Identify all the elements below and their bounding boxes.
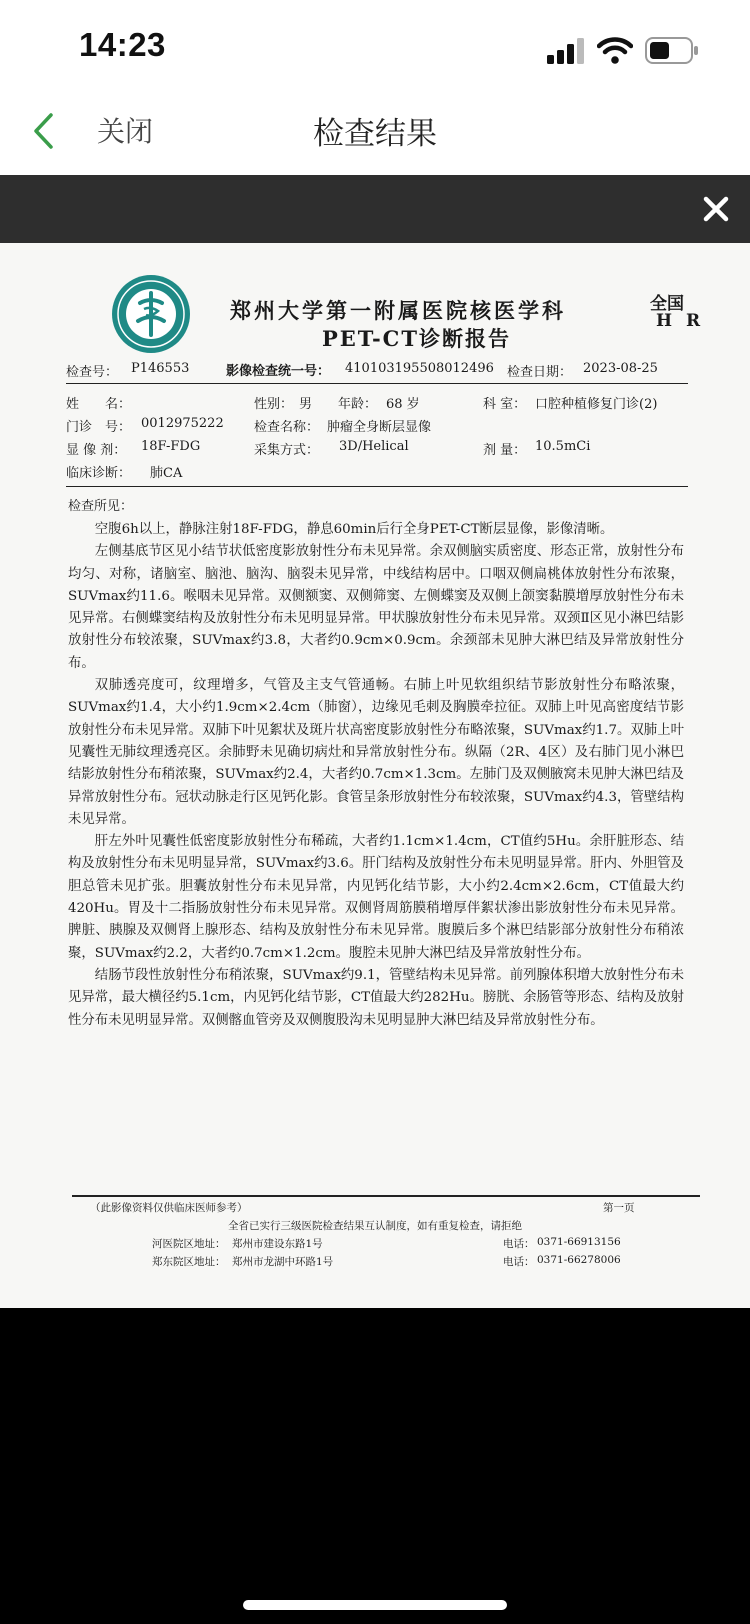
clinic-no: 0012975222 [141, 416, 224, 431]
home-indicator[interactable] [243, 1600, 507, 1610]
dose-label: 剂 量： [483, 443, 527, 458]
image-id: 410103195508012496 [345, 361, 494, 376]
findings-paragraph: 空腹6h以上，静脉注射18F-FDG，静息60min后行全身PET-CT断层显像，影像清晰。 [94, 522, 614, 537]
agent-label: 显 像 剂： [66, 443, 127, 458]
name-label: 姓 名： [66, 397, 132, 412]
footer-mutual-recognition: 全省已实行三级医院检查结果互认制度，如有重复检查，请拒绝 [228, 1220, 522, 1232]
national-badge-line2: H R [656, 311, 705, 331]
battery-icon [645, 37, 699, 64]
method-value: 3D/Helical [339, 439, 409, 454]
dept-value: 口腔种植修复门诊(2) [535, 397, 658, 412]
status-bar [0, 0, 750, 95]
footer-tel1-label: 电话： [503, 1238, 535, 1250]
footer-tel2: 0371-66278006 [537, 1254, 621, 1266]
hospital-logo [110, 273, 192, 355]
report-document [0, 243, 750, 1308]
agent-value: 18F-FDG [141, 439, 201, 454]
exam-date: 2023-08-25 [583, 361, 658, 376]
status-time: 14:23 [79, 26, 166, 63]
page-title: 检查结果 [313, 116, 437, 152]
close-button[interactable]: 关闭 [97, 115, 154, 148]
findings-body [68, 519, 684, 1032]
dept-label: 科 室： [483, 397, 527, 412]
findings-paragraph: 左侧基底节区见小结节状低密度影放射性分布未见异常。余双侧脑实质密度、形态正常，放射性分布均匀、对称，诸脑室、脑池、脑沟、脑裂未见异常，中线结构居中。口咽双侧扁桃体放射性分布浓聚，SUVmax约11.6。喉咽未见异常。双侧额窦、双侧筛窦、左侧蝶窦及双侧上颌窦黏膜增厚放射性分布未见异常。右侧蝶窦结构及放射性分布未见明显异常。甲状腺放射性分布未见异常。双颈Ⅱ区见小淋巴结影放射性分布较浓聚，SUVmax约3.8，大者约0.9cm×0.9cm。余颈部未见肿大淋巴结及异常放射性分布。 [68, 544, 684, 671]
sex-value: 男 [299, 397, 313, 412]
image-id-label: 影像检查统一号： [226, 364, 331, 379]
method-label: 采集方式： [254, 443, 320, 458]
national-badge-line1: 全国 [650, 294, 684, 314]
cellular-signal-icon [547, 38, 587, 64]
footer-address2: 郑州市龙湖中环路1号 [232, 1256, 334, 1268]
wifi-icon [597, 36, 633, 64]
exam-no: P146553 [131, 361, 190, 376]
exam-no-label: 检查号： [66, 365, 119, 380]
footer-tel2-label: 电话： [503, 1256, 535, 1268]
age-value: 68 岁 [386, 397, 420, 412]
footer-address1-label: 河医院区地址： [152, 1238, 226, 1250]
footer-address2-label: 郑东院区地址： [152, 1256, 226, 1268]
footer-note: （此影像资料仅供临床医师参考） [90, 1202, 248, 1214]
findings-paragraph: 结肠节段性放射性分布稍浓聚，SUVmax约9.1，管壁结构未见异常。前列腺体积增大放射性分布未见异常，最大横径约5.1cm，内见钙化结节影，CT值最大约282Hu。膀胱、余肠管等形态、结构及放射性分布未见明显异常。双侧髂血管旁及双侧腹股沟未见明显肿大淋巴结及异常放射性分布。 [68, 967, 684, 1028]
dose-value: 10.5mCi [535, 439, 591, 454]
close-x-icon[interactable] [701, 194, 731, 224]
viewer-background [0, 1308, 750, 1624]
clinic-no-label: 门诊 号： [66, 420, 132, 435]
findings-paragraph: 双肺透亮度可，纹理增多，气管及主支气管通畅。右肺上叶见软组织结节影放射性分布略浓聚，SUVmax约1.4，大小约1.9cm×2.4cm（肺窗），边缘见毛刺及胸膜牵拉征。双肺上叶见高密度结节影放射性分布未见异常。双肺下叶见絮状及斑片状高密度影放射性分布略浓聚，SUVmax约1.7。双肺上叶见囊性无肺纹理透亮区。余肺野未见确切病灶和异常放射性分布。纵隔（2R、4区）及右肺门见小淋巴结影放射性分布稍浓聚，SUVmax约2.4，大者约0.7cm×1.3cm。左肺门及双侧腋窝未见肿大淋巴结及异常放射性分布。冠状动脉走行区见钙化影。食管呈条形放射性分布较浓聚，SUVmax约4.3，管壁结构未见异常。 [68, 678, 684, 827]
exam-name-label: 检查名称： [254, 420, 320, 435]
navigation-bar [0, 95, 750, 176]
sex-label: 性别： [254, 397, 294, 412]
header-divider [66, 383, 688, 384]
footer-page: 第一页 [603, 1202, 635, 1214]
footer-address1: 郑州市建设东路1号 [232, 1238, 323, 1250]
exam-name: 肿瘤全身断层显像 [327, 420, 432, 435]
report-title: PET-CT诊断报告 [322, 326, 512, 351]
findings-label: 检查所见： [68, 499, 134, 514]
info-divider [66, 486, 688, 487]
findings-paragraph: 肝左外叶见囊性低密度影放射性分布稀疏，大者约1.1cm×1.4cm，CT值约5Hu。余肝脏形态、结构及放射性分布未见明显异常，SUVmax约3.6。肝门结构及放射性分布未见明显异常。肝内、外胆管及胆总管未见扩张。胆囊放射性分布未见异常，内见钙化结节影，大小约2.4cm×2.6cm，CT值最大约420Hu。胃及十二指肠放射性分布未见异常。双侧肾周筋膜稍增厚伴絮状渗出影放射性分布未见异常。脾脏、胰腺及双侧肾上腺形态、结构及放射性分布未见异常。腹膜后多个淋巴结影部分放射性分布稍浓聚，SUVmax约2.2，大者约0.7cm×1.2cm。腹腔未见肿大淋巴结及异常放射性分布。 [68, 834, 684, 961]
hospital-name: 郑州大学第一附属医院核医学科 [230, 298, 566, 323]
image-viewer-toolbar [0, 175, 750, 243]
exam-date-label: 检查日期： [507, 365, 573, 380]
diagnosis-label: 临床诊断： [66, 466, 132, 481]
footer-tel1: 0371-66913156 [537, 1236, 621, 1248]
footer-divider [72, 1195, 700, 1197]
diagnosis-value: 肺CA [150, 466, 183, 481]
age-label: 年龄： [338, 397, 378, 412]
